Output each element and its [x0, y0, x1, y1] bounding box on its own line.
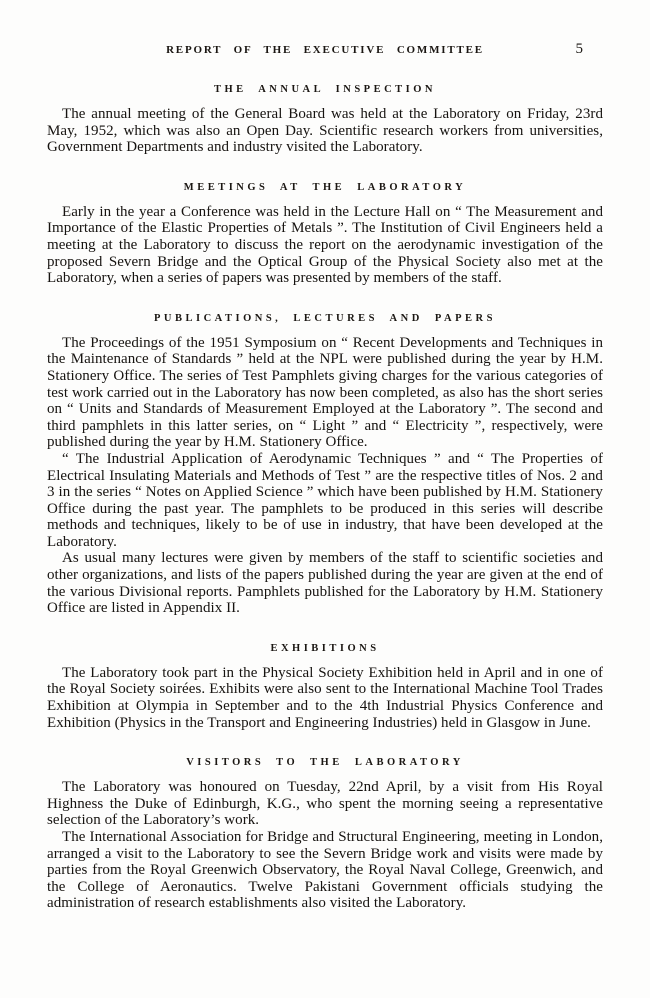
section-exhibitions: [47, 643, 603, 731]
section-publications: [47, 313, 603, 617]
section-meetings: [47, 182, 603, 287]
section-heading-publications: PUBLICATIONS, LECTURES AND PAPERS: [154, 312, 496, 324]
section-heading-meetings: MEETINGS AT THE LABORATORY: [183, 181, 467, 193]
section-visitors: [47, 757, 603, 912]
paragraph: “ The Industrial Application of Aerodynamic Techniques ” and “ The Properties of Electrical Insulating Materials and Methods of Test ” are the respective titles of Nos. 2 and 3 in the series “ Notes on Applied Science ” which have been published by H.M. Stationery Office during the past year. The pamphlets to be produced in this series will describe methods and techniques, likely to be of use in industry, that have been developed at the Laboratory.: [47, 450, 603, 550]
paragraph: As usual many lectures were given by members of the staff to scientific societies and other organizations, and lists of the papers published during the year are given at the end of the various Divisional reports. Pamphlets published for the Laboratory by H.M. Stationery Office are listed in Appendix II.: [47, 550, 603, 617]
paragraph: The Laboratory took part in the Physical Society Exhibition held in April and in one of the Royal Society soirées. Exhibits were also sent to the International Machine Tool Trades Exhibition at Olympia in September and to the 4th Industrial Physics Conference and Exhibition (Physics in the Transport and Engineering Industries) held in Glasgow in June.: [47, 664, 603, 731]
section-annual-inspection: [47, 84, 603, 156]
page-header: [47, 41, 603, 58]
section-heading-annual-inspection: THE ANNUAL INSPECTION: [213, 84, 437, 95]
paragraph: The annual meeting of the General Board was held at the Laboratory on Friday, 23rd May, 1952, which was also an Open Day. Scientific research workers from universities, Government Departments and industry visited the Laboratory.: [47, 106, 603, 156]
page-number: 5: [575, 41, 583, 57]
section-heading-visitors: VISITORS TO THE LABORATORY: [186, 757, 464, 769]
paragraph: The International Association for Bridge and Structural Engineering, meeting in London, arranged a visit to the Laboratory to see the Severn Bridge work and visits were made by parties from the Royal Greenwich Observatory, the Royal Naval College, Greenwich, and the College of Aeronautics. Twelve Pakistani Government officials studying the administration of research establishments also visited the Laboratory.: [47, 829, 603, 912]
paragraph: Early in the year a Conference was held in the Lecture Hall on “ The Measurement and Importance of the Elastic Properties of Metals ”. The Institution of Civil Engineers held a meeting at the Laboratory to discuss the report on the aerodynamic investigation of the proposed Severn Bridge and the Optical Group of the Physical Society also met at the Laboratory, when a series of papers was presented by members of the staff.: [47, 203, 603, 287]
paragraph: The Laboratory was honoured on Tuesday, 22nd April, by a visit from His Royal Highness the Duke of Edinburgh, K.G., who spent the morning seeing a representative selection of the Laboratory’s work.: [47, 779, 603, 829]
paragraph: The Proceedings of the 1951 Symposium on “ Recent Developments and Techniques in the Maintenance of Standards ” held at the NPL were published during the year by H.M. Stationery Office. The series of Test Pamphlets giving charges for the various categories of test work carried out in the Laboratory has now been completed, as also has the short series on “ Units and Standards of Measurement Employed at the Laboratory ”. The second and third pamphlets in this latter series, on “ Light ” and “ Electricity ”, respectively, were published during the year by H.M. Stationery Office.: [47, 334, 603, 451]
section-heading-exhibitions: EXHIBITIONS: [270, 642, 380, 654]
running-title: REPORT OF THE EXECUTIVE COMMITTEE: [166, 44, 484, 56]
